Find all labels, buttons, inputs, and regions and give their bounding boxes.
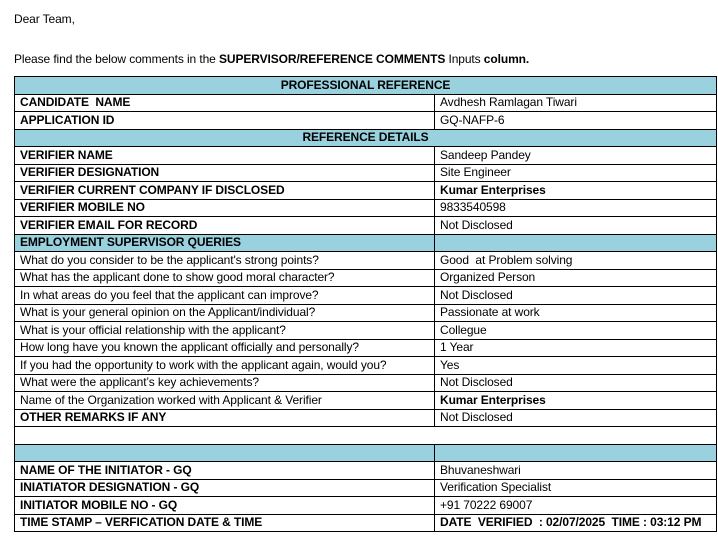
- row-other-remarks: [15, 409, 717, 427]
- supervisor-queries-empty-cell: [435, 234, 717, 252]
- row-question-official-relationship: [15, 322, 717, 340]
- row-question-key-achievements: [15, 374, 717, 392]
- initiator-mobile-label: INITIATOR MOBILE NO - GQ: [15, 497, 435, 515]
- answer-how-long-known: 1 Year: [435, 339, 717, 357]
- row-verifier-mobile: [15, 199, 717, 217]
- row-initiator-name: [15, 462, 717, 480]
- empty-blue-right-cell: [435, 444, 717, 462]
- section-header-reference-details: [15, 129, 717, 147]
- initiator-name-label: NAME OF THE INITIATOR - GQ: [15, 462, 435, 480]
- row-application-id: [15, 112, 717, 130]
- verifier-mobile-label: VERIFIER MOBILE NO: [15, 199, 435, 217]
- intro-pre: Please find the below comments in the: [14, 52, 219, 66]
- row-verifier-designation: [15, 164, 717, 182]
- row-question-moral-character: [15, 269, 717, 287]
- question-improve: In what areas do you feel that the applicant can improve?: [15, 287, 435, 305]
- question-strong-points: What do you consider to be the applicant's strong points?: [15, 252, 435, 270]
- row-question-work-again: [15, 357, 717, 375]
- answer-moral-character: Organized Person: [435, 269, 717, 287]
- row-verifier-company: [15, 182, 717, 200]
- question-general-opinion: What is your general opinion on the Applicant/individual?: [15, 304, 435, 322]
- intro-bold-column-name: SUPERVISOR/REFERENCE COMMENTS: [218, 52, 446, 66]
- row-empty-spacer: [15, 427, 717, 445]
- intro-mid: Inputs: [445, 52, 484, 66]
- answer-general-opinion: Passionate at work: [435, 304, 717, 322]
- verifier-name-value: Sandeep Pandey: [435, 147, 717, 165]
- question-key-achievements: What were the applicant’s key achievements?: [15, 374, 435, 392]
- row-verifier-email: [15, 217, 717, 235]
- row-organization-worked: [15, 392, 717, 410]
- professional-reference-title: PROFESSIONAL REFERENCE: [15, 77, 717, 95]
- answer-improve: Not Disclosed: [435, 287, 717, 305]
- verifier-name-label: VERIFIER NAME: [15, 147, 435, 165]
- row-initiator-mobile: [15, 497, 717, 515]
- application-id-value: GQ-NAFP-6: [435, 112, 717, 130]
- row-question-how-long-known: [15, 339, 717, 357]
- question-work-again: If you had the opportunity to work with the applicant again, would you?: [15, 357, 435, 375]
- question-official-relationship: What is your official relationship with the applicant?: [15, 322, 435, 340]
- other-remarks-label: OTHER REMARKS IF ANY: [15, 409, 435, 427]
- initiator-designation-value: Verification Specialist: [435, 479, 717, 497]
- answer-key-achievements: Not Disclosed: [435, 374, 717, 392]
- answer-strong-points: Good at Problem solving: [435, 252, 717, 270]
- row-empty-blue: [15, 444, 717, 462]
- candidate-name-value: Avdhesh Ramlagan Tiwari: [435, 94, 717, 112]
- empty-blue-left-cell: [15, 444, 435, 462]
- question-moral-character: What has the applicant done to show good moral character?: [15, 269, 435, 287]
- empty-spacer-cell: [15, 427, 717, 445]
- organization-worked-value: Kumar Enterprises: [435, 392, 717, 410]
- greeting-text: Dear Team,: [14, 12, 75, 26]
- initiator-mobile-value: +91 70222 69007: [435, 497, 717, 515]
- verifier-email-label: VERIFIER EMAIL FOR RECORD: [15, 217, 435, 235]
- verifier-designation-label: VERIFIER DESIGNATION: [15, 164, 435, 182]
- answer-official-relationship: Collegue: [435, 322, 717, 340]
- verifier-mobile-value: 9833540598: [435, 199, 717, 217]
- timestamp-label: TIME STAMP – VERFICATION DATE & TIME: [15, 514, 435, 532]
- candidate-name-label: CANDIDATE NAME: [15, 94, 435, 112]
- row-candidate-name: [15, 94, 717, 112]
- section-header-professional-reference: [15, 77, 717, 95]
- initiator-name-value: Bhuvaneshwari: [435, 462, 717, 480]
- supervisor-queries-title: EMPLOYMENT SUPERVISOR QUERIES: [15, 234, 435, 252]
- row-initiator-designation: [15, 479, 717, 497]
- initiator-designation-label: INIATIATOR DESIGNATION - GQ: [15, 479, 435, 497]
- verifier-company-label: VERIFIER CURRENT COMPANY IF DISCLOSED: [15, 182, 435, 200]
- row-question-improve: [15, 287, 717, 305]
- verifier-company-value: Kumar Enterprises: [435, 182, 717, 200]
- other-remarks-value: Not Disclosed: [435, 409, 717, 427]
- row-timestamp: [15, 514, 717, 532]
- reference-details-title: REFERENCE DETAILS: [15, 129, 717, 147]
- row-question-general-opinion: [15, 304, 717, 322]
- professional-reference-table: [14, 76, 717, 532]
- row-question-strong-points: [15, 252, 717, 270]
- verifier-email-value: Not Disclosed: [435, 217, 717, 235]
- row-verifier-name: [15, 147, 717, 165]
- application-id-label: APPLICATION ID: [15, 112, 435, 130]
- section-header-supervisor-queries: [15, 234, 717, 252]
- intro-bold-column-word: column.: [483, 52, 530, 66]
- verifier-designation-value: Site Engineer: [435, 164, 717, 182]
- intro-line: [14, 52, 718, 66]
- timestamp-value: DATE VERIFIED : 02/07/2025 TIME : 03:12 PM: [435, 514, 717, 532]
- organization-worked-label: Name of the Organization worked with Applicant & Verifier: [15, 392, 435, 410]
- answer-work-again: Yes: [435, 357, 717, 375]
- question-how-long-known: How long have you known the applicant officially and personally?: [15, 339, 435, 357]
